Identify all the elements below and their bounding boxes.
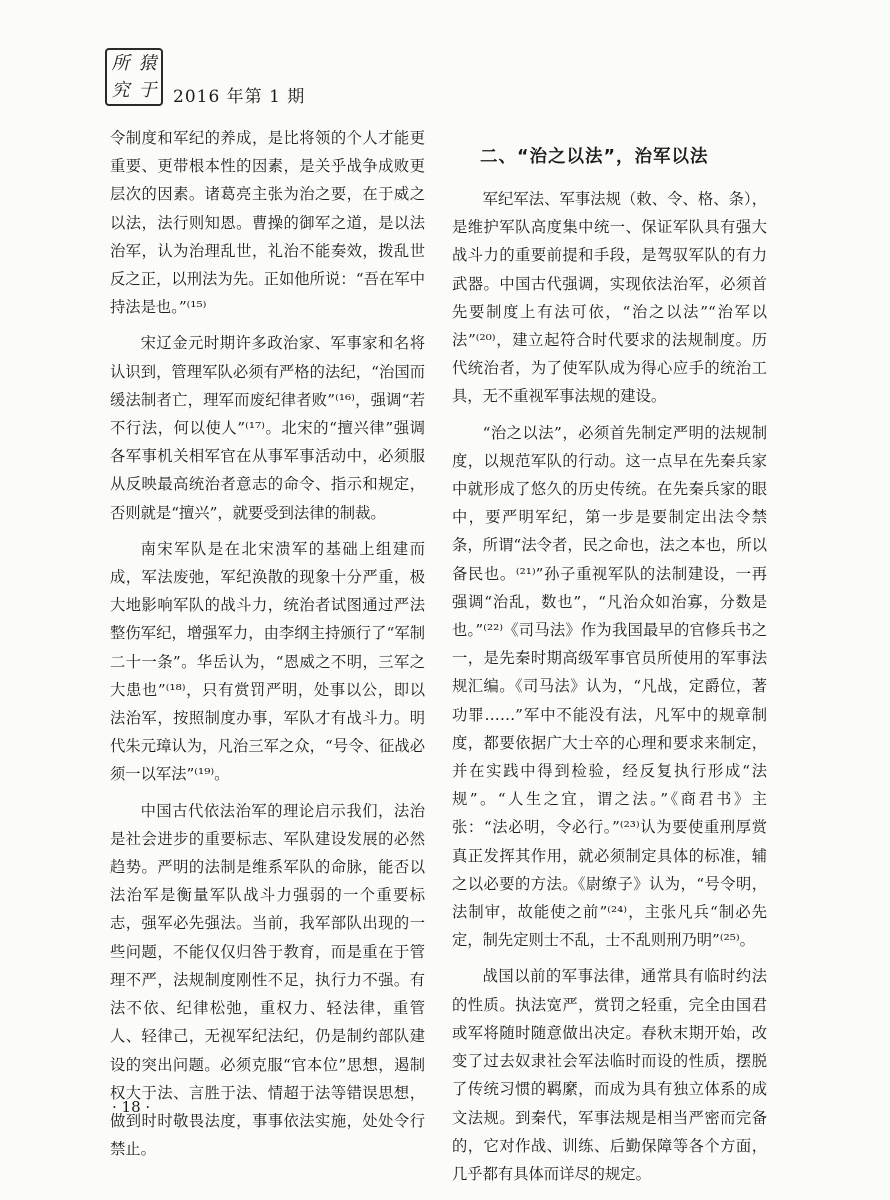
paragraph: “治之以法”，必须首先制定严明的法规制度，以规范军队的行动。这一点早在先秦兵家中就形成了悠久的历史传统。在先秦兵家的眼中，要严明军纪，第一步是要制定出法令禁条，所谓“法令者，民之命也，法之本也，所以备民也。⁽²¹⁾”孙子重视军队的法制建设，一再强调“治乱，数也”，“凡治众如治寡，分数是也。”⁽²²⁾《司马法》作为我国最早的官修兵书之一，是先秦时期高级军事官员所使用的军事法规汇编。《司马法》认为，“凡战，定爵位，著功罪……”军中不能没有法，凡军中的规章制度，都要依据广大士卒的心理和要求来制定，并在实践中得到检验，经反复执行形成“法规”。“人生之宜，谓之法。”《商君书》主张：“法必明，令必行。”⁽²³⁾认为要使重刑厚赏真正发挥其作用，就必须制定具体的标准，辅之以必要的方法。《尉缭子》认为，“号令明，法制审，故能使之前”⁽²⁴⁾，主张凡兵“制必先定，制先定则士不乱，士不乱则刑乃明”⁽²⁵⁾。 [452, 423, 767, 950]
paragraph: 令制度和军纪的养成，是比将领的个人才能更重要、更带根本性的因素，是关乎战争成败更层次的因素。诸葛亮主张为治之要，在于威之以法，法行则知恩。曹操的御军之道，是以法治军，认为治理乱世，礼治不能奏效，拨乱世反之正，以刑法为先。正如他所说：“吾在军中持法是也。”⁽¹⁵⁾ [110, 129, 425, 317]
right-column [452, 143, 767, 1196]
paragraph: 中国古代依法治军的理论启示我们，法治是社会进步的重要标志、军队建设发展的必然趋势。严明的法制是维系军队的命脉，能否以法治军是衡量军队战斗力强弱的一个重要标志，强军必先强法。当前，我军部队出现的一些问题，不能仅仅归咎于教育，而是重在于管理不严，法规制度刚性不足，执行力不强。有法不依、纪律松弛，重权力、轻法律，重管人、轻律己，无视军纪法纪，仍是制约部队建设的突出问题。必须克服“官本位”思想，遏制权大于法、言胜于法、情超于法等错误思想，做到时时敬畏法度，事事依法实施，处处令行禁止。 [110, 801, 425, 1159]
paragraph: 军纪军法、军事法规（敕、令、格、条），是维护军队高度集中统一、保证军队具有强大战斗力的重要前提和手段，是驾驭军队的有力武器。中国古代强调，实现依法治军，必须首先要制度上有法可依，“治之以法”“治军以法”⁽²⁰⁾，建立起符合时代要求的法规制度。历代统治者，为了使军队成为得心应手的统治工具，无不重视军事法规的建设。 [452, 190, 767, 406]
paragraph: 南宋军队是在北宋溃军的基础上组建而成，军法废弛，军纪涣散的现象十分严重，极大地影响军队的战斗力，统治者试图通过严法整伤军纪，增强军力，由李纲主持颁行了“军制二十一条”。华岳认为，“恩威之不明，三军之大患也”⁽¹⁸⁾，只有赏罚严明，处事以公，即以法治军，按照制度办事，军队才有战斗力。明代朱元璋认为，凡治三军之众，“号令、征战必须一以军法”⁽¹⁹⁾。 [110, 539, 425, 784]
left-column [110, 124, 425, 1171]
logo-char: 所 [111, 52, 130, 74]
logo-char: 于 [138, 79, 157, 101]
logo-char: 究 [111, 79, 130, 101]
issue-label: 2016 年第 1 期 [173, 87, 306, 107]
paragraph: 宋辽金元时期许多政治家、军事家和名将认识到，管理军队必须有严格的法纪，“治国而缓法制者亡，理军而废纪律者败”⁽¹⁶⁾，强调“若不行法，何以使人”⁽¹⁷⁾。北宋的“擅兴律”强调各军事机关相军官在从事军事活动中，必须服从反映最高统治者意志的命令、指示和规定，否则就是“擅兴”，就要受到法律的制裁。 [110, 334, 425, 522]
journal-logo [105, 48, 163, 106]
paragraph: 战国以前的军事法律，通常具有临时约法的性质。执法宽严，赏罚之轻重，完全由国君或军将随时随意做出决定。春秋末期开始，改变了过去奴隶社会军法临时而设的性质，摆脱了传统习惯的羁縻，而成为具有独立体系的成文法规。到秦代，军事法规是相当严密而完备的，它对作战、训练、后勤保障等各个方面，几乎都有具体而详尽的规定。 [452, 967, 767, 1183]
section-heading: 二、“治之以法”，治军以法 [480, 147, 709, 167]
page-header [105, 48, 805, 112]
logo-char: 猿 [138, 52, 157, 74]
page-number: · 18 · [112, 1098, 151, 1116]
